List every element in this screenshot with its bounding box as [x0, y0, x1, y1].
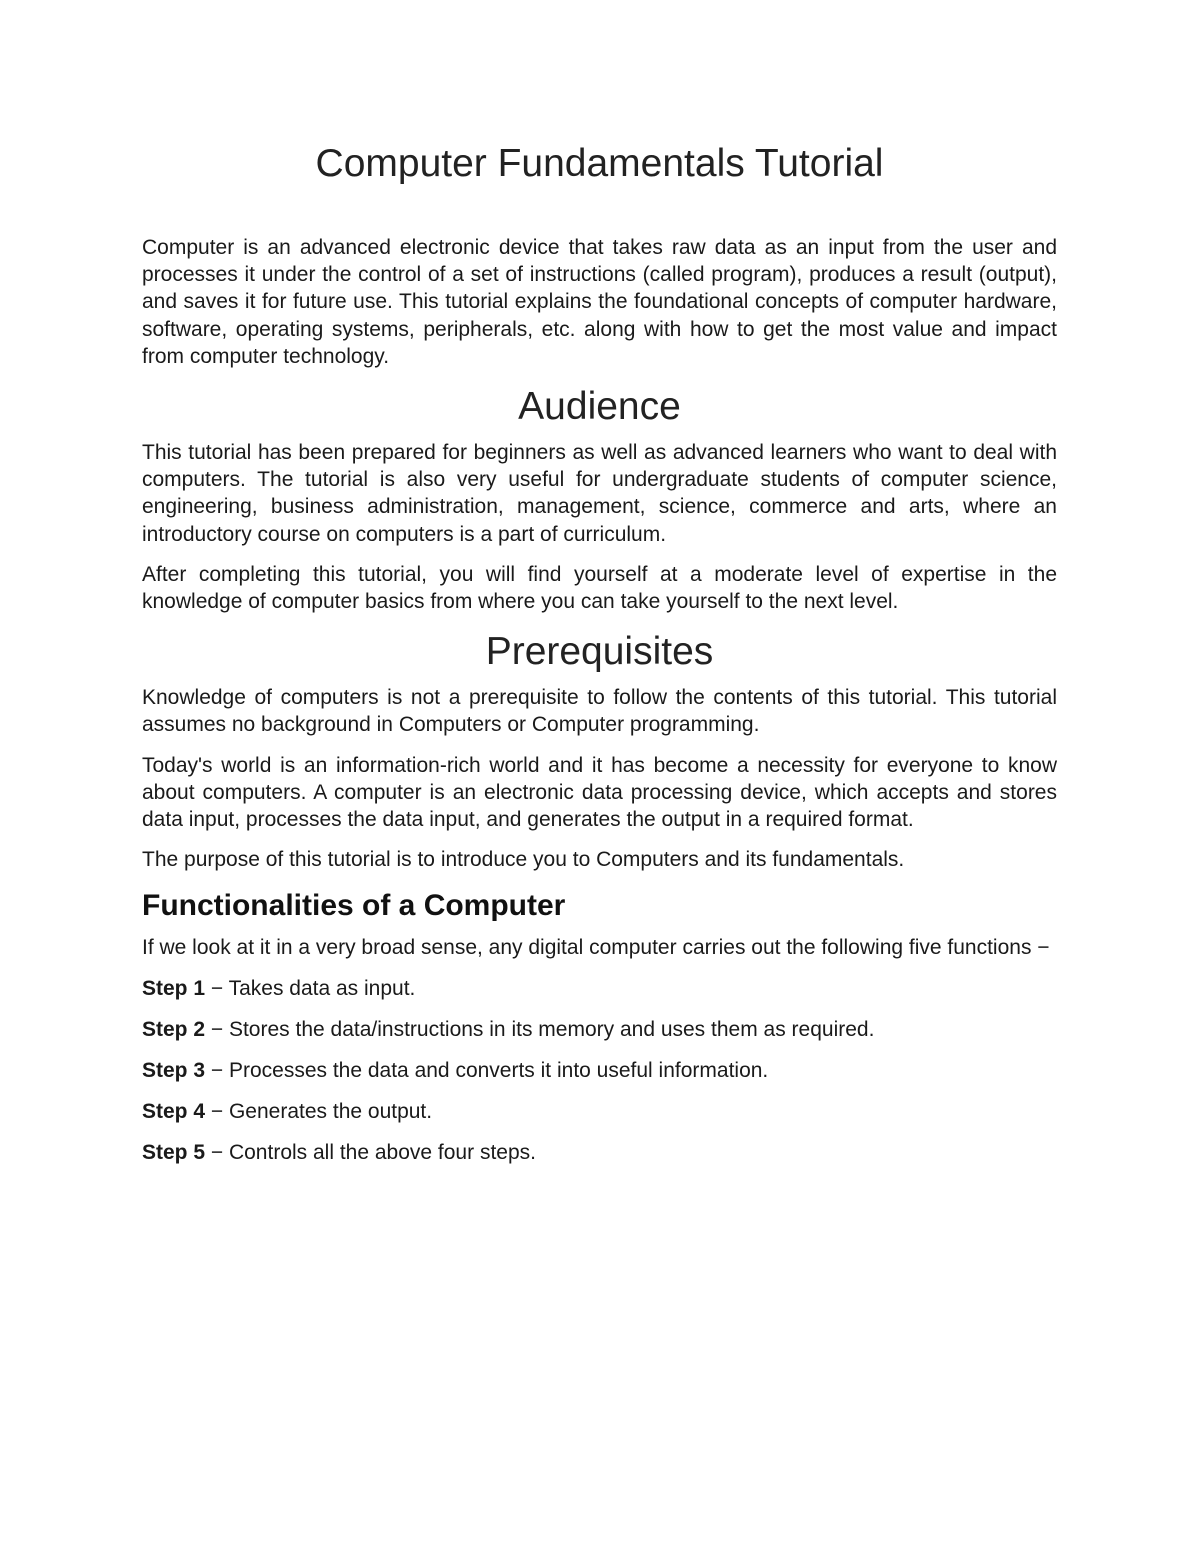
step-label: Step 2: [142, 1017, 206, 1041]
prerequisites-paragraph-2: Today's world is an information-rich world and it has become a necessity for everyone to know about computers. A computer is an electronic data processing device, which accepts and stores data input, processes the data input, and generates the output in a required format.: [142, 753, 1057, 832]
intro-paragraph: Computer is an advanced electronic device that takes raw data as an input from the user and processes it under the control of a set of instructions (called program), produces a result (output), and saves it for future use. This tutorial explains the foundational concepts of computer hardware, software, operating systems, peripherals, etc. along with how to get the most value and impact from computer technology.: [142, 236, 1057, 368]
step-item: [142, 1057, 1057, 1084]
step-item: [142, 975, 1057, 1002]
prerequisites-heading: Prerequisites: [485, 630, 714, 674]
audience-paragraph-2: After completing this tutorial, you will find yourself at a moderate level of expertise in the knowledge of computer basics from where you can take yourself to the next level.: [142, 562, 1057, 614]
step-text: − Takes data as input.: [205, 976, 416, 1000]
step-label: Step 5: [142, 1140, 206, 1164]
functionalities-intro: If we look at it in a very broad sense, any digital computer carries out the following five functions −: [142, 936, 1050, 960]
document-page: [142, 138, 1057, 1180]
step-item: [142, 1098, 1057, 1125]
audience-heading: Audience: [518, 385, 681, 429]
step-text: − Processes the data and converts it into useful information.: [205, 1058, 769, 1082]
step-item: [142, 1016, 1057, 1043]
prerequisites-paragraph-3: The purpose of this tutorial is to introduce you to Computers and its fundamentals.: [142, 848, 905, 872]
step-label: Step 1: [142, 976, 206, 1000]
step-item: [142, 1139, 1057, 1166]
functionalities-heading: Functionalities of a Computer: [142, 889, 566, 923]
document-title: Computer Fundamentals Tutorial: [315, 142, 884, 185]
step-text: − Controls all the above four steps.: [205, 1140, 536, 1164]
step-label: Step 4: [142, 1099, 206, 1123]
audience-paragraph-1: This tutorial has been prepared for beginners as well as advanced learners who want to deal with computers. The tutorial is also very useful for undergraduate students of computer science, engineering, business administration, management, science, commerce and arts, where an introductory course on computers is a part of curriculum.: [142, 441, 1057, 546]
step-label: Step 3: [142, 1058, 206, 1082]
prerequisites-paragraph-1: Knowledge of computers is not a prerequisite to follow the contents of this tutorial. This tutorial assumes no background in Computers or Computer programming.: [142, 686, 1057, 737]
step-text: − Generates the output.: [205, 1099, 433, 1123]
step-text: − Stores the data/instructions in its memory and uses them as required.: [205, 1017, 875, 1041]
